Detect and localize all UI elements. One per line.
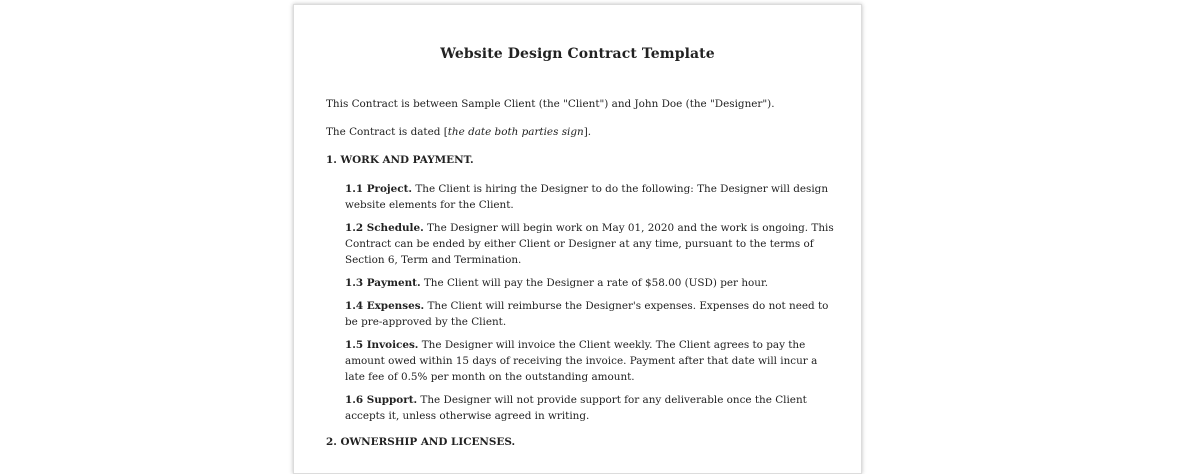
contract-page: [293, 4, 862, 474]
clause-label: 1.1 Project.: [345, 183, 413, 195]
dated-prefix: The Contract is dated [: [326, 126, 448, 138]
clause-1-2: [345, 220, 834, 268]
dated-placeholder: the date both parties sign: [447, 126, 584, 138]
clause-text: The Client will pay the Designer a rate of $58.00 (USD) per hour.: [420, 277, 769, 289]
clause-1-4: [345, 298, 834, 330]
clause-1-3: [345, 275, 834, 291]
clause-label: 1.6 Support.: [345, 394, 418, 406]
clause-text: The Designer will begin work on May 01, 2020 and the work is ongoing. This Contract can be ended by either Client or Designer at any time, pursuant to the terms of Section 6, Term and Termination.: [345, 222, 834, 266]
clause-label: 1.2 Schedule.: [345, 222, 424, 234]
clause-1-6: [345, 392, 834, 424]
clause-text: The Client is hiring the Designer to do the following: The Designer will design website elements for the Client.: [345, 183, 829, 211]
clause-label: 1.3 Payment.: [345, 277, 421, 289]
clause-1-1: [345, 181, 834, 213]
section-heading-ownership-licenses: 2. OWNERSHIP AND LICENSES.: [326, 436, 516, 448]
document-title: Website Design Contract Template: [440, 46, 715, 62]
clause-label: 1.5 Invoices.: [345, 339, 419, 351]
clause-text: The Client will reimburse the Designer's expenses. Expenses do not need to be pre-approved by the Client.: [345, 300, 829, 328]
dated-paragraph: [326, 124, 834, 140]
clause-label: 1.4 Expenses.: [345, 300, 425, 312]
intro-paragraph: This Contract is between Sample Client (the "Client") and John Doe (the "Designer").: [326, 98, 775, 110]
document-body: [326, 96, 834, 463]
section-heading-work-payment: 1. WORK AND PAYMENT.: [326, 154, 474, 166]
clause-text: The Designer will invoice the Client weekly. The Client agrees to pay the amount owed within 15 days of receiving the invoice. Payment after that date will incur a late fee of 0.5% per month on the outstanding amount.: [345, 339, 818, 383]
clause-1-5: [345, 337, 834, 385]
dated-suffix: ].: [583, 126, 592, 138]
clause-text: The Designer will not provide support for any deliverable once the Client accepts it, unless otherwise agreed in writing.: [345, 394, 807, 422]
